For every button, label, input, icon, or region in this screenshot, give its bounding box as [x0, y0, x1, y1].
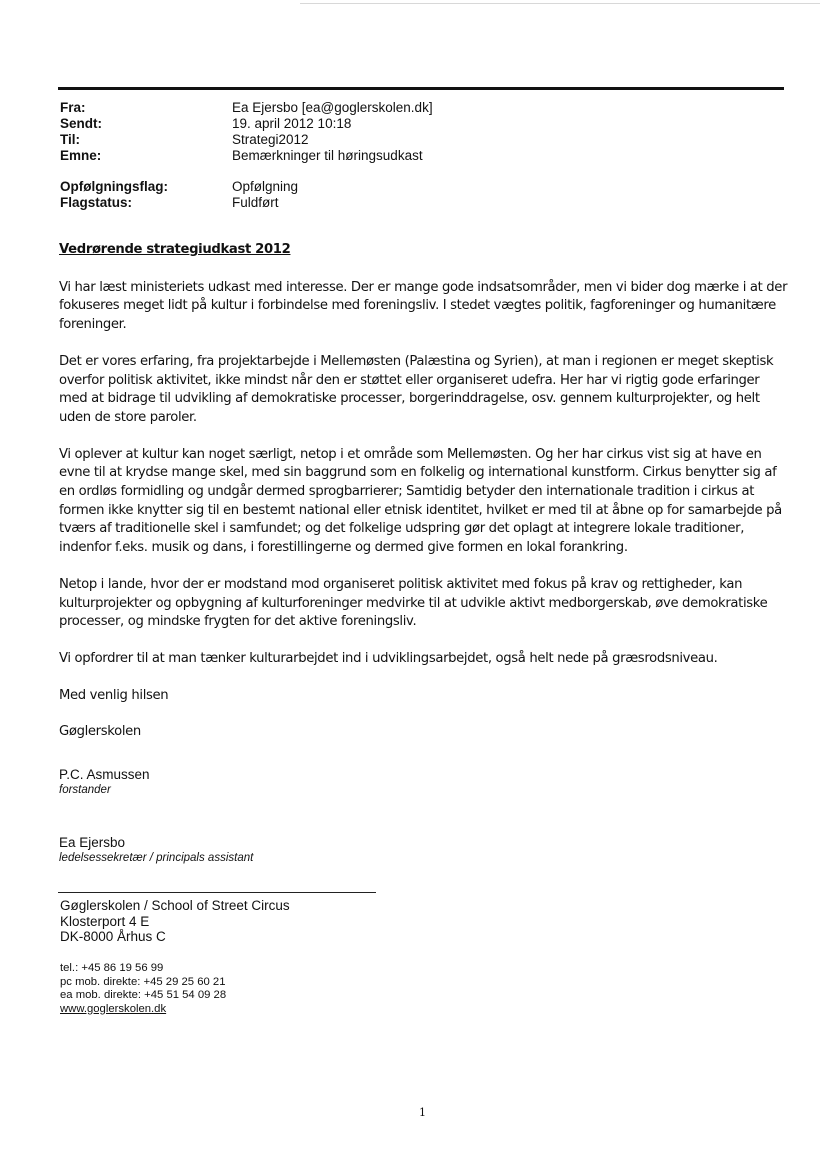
email-header-block	[60, 100, 433, 164]
closing-greeting: Med venlig hilsen	[59, 687, 169, 703]
flag-label: Opfølgningsflag:	[60, 179, 168, 194]
body-paragraph: Vi opfordrer til at man tænker kulturarbejdet ind i udviklingsarbejdet, også helt nede på græsrodsniveau.	[59, 650, 718, 666]
header-row-to	[60, 132, 433, 148]
header-row-sent	[60, 116, 433, 132]
body-paragraph: Vi har læst ministeriets udkast med interesse. Der er mange gode indsatsområder, men vi bider dog mærke i at der fokuseres meget lidt på kultur i forbindelse med foreningsliv. I stedet vægtes politik, fagforeninger og humanitære foreninger.	[59, 279, 788, 333]
body-paragraph: Netop i lande, hvor der er modstand mod organiseret politisk aktivitet med fokus på krav og rettigheder, kan kulturprojekter og opbygning af kulturforeninger medvirke til at udvikle aktivt medborgerskab, øve demokratiske processer, og mindske frygten for det aktive foreningsliv.	[59, 576, 768, 630]
footer-pc-mobile: pc mob. direkte: +45 29 25 60 21	[60, 975, 226, 988]
signature-1	[59, 767, 150, 797]
footer-street: Klosterport 4 E	[60, 913, 150, 929]
to-label: Til:	[60, 132, 80, 147]
sent-label: Sendt:	[60, 116, 102, 131]
flagstatus-label: Flagstatus:	[60, 195, 133, 210]
signature-title: forstander	[59, 784, 111, 796]
header-row-subject	[60, 148, 433, 164]
from-value: Ea Ejersbo [ea@goglerskolen.dk]	[232, 100, 433, 115]
flag-value: Opfølgning	[232, 179, 299, 194]
footer-org: Gøglerskolen / School of Street Circus	[60, 898, 290, 913]
letter-subject-line: Vedrørende strategiudkast 2012	[59, 242, 291, 257]
signature-2	[59, 835, 253, 865]
footer-tel: tel.: +45 86 19 56 99	[60, 962, 164, 974]
signature-title: ledelsessekretær / principals assistant	[59, 852, 254, 864]
body-paragraph: Vi oplever at kultur kan noget særligt, netop i et område som Mellemøsten. Og her har cirkus vist sig at have en evne til at krydse mange skel, med sin baggrund som en folkelig og international kunstform. Cirkus benytter sig af en ordløs formidling og undgår dermed sprogbarrierer; Samtidig betyder den internationale tradition i cirkus at formen ikke knytter sig til en bestemt national eller etnisk identitet, hvilket er med til at åbne op for samarbejde på tværs af traditionelle skel i samfundet; og det folkelige udspring gør det oplagt at integrere lokale traditioner, indenfor f.eks. musik og dans, i forestillingerne og dermed give formen en lokal forankring.	[59, 446, 782, 556]
closing-organization: Gøglerskolen	[59, 724, 141, 740]
sent-value: 19. april 2012 10:18	[232, 116, 352, 131]
header-row-flagstatus	[60, 195, 298, 211]
signature-name: Ea Ejersbo	[59, 835, 126, 850]
body-paragraph: Det er vores erfaring, fra projektarbejde i Mellemøsten (Palæstina og Syrien), at man i regionen er meget skeptisk overfor politisk aktivitet, ikke mindst når den er støttet eller organiseret udefra. Her har vi rigtig gode erfaringer med at bidrage til udvikling af demokratiske processer, borgerinddragelse, osv. gennem kulturprojekter, og helt uden de store paroler.	[59, 353, 774, 425]
page-number: 1	[419, 1106, 426, 1119]
footer-ea-mobile: ea mob. direkte: +45 51 54 09 28	[60, 989, 227, 1001]
footer-contact	[60, 962, 226, 1016]
subject-value: Bemærkninger til høringsudkast	[232, 148, 423, 163]
flag-header-block	[60, 179, 298, 211]
flagstatus-value: Fuldført	[232, 195, 279, 210]
header-row-from	[60, 100, 433, 116]
from-label: Fra:	[60, 100, 86, 115]
header-row-flag	[60, 179, 298, 195]
letter-body	[59, 241, 789, 760]
footer-city: DK-8000 Århus C	[60, 929, 166, 944]
signature-name: P.C. Asmussen	[59, 767, 150, 782]
to-value: Strategi2012	[232, 132, 309, 147]
scan-edge-line	[300, 3, 820, 4]
header-rule	[58, 87, 784, 90]
website-link[interactable]: www.goglerskolen.dk	[60, 1002, 167, 1015]
footer-rule	[58, 892, 376, 893]
footer-address	[60, 898, 290, 945]
subject-label: Emne:	[60, 148, 102, 163]
